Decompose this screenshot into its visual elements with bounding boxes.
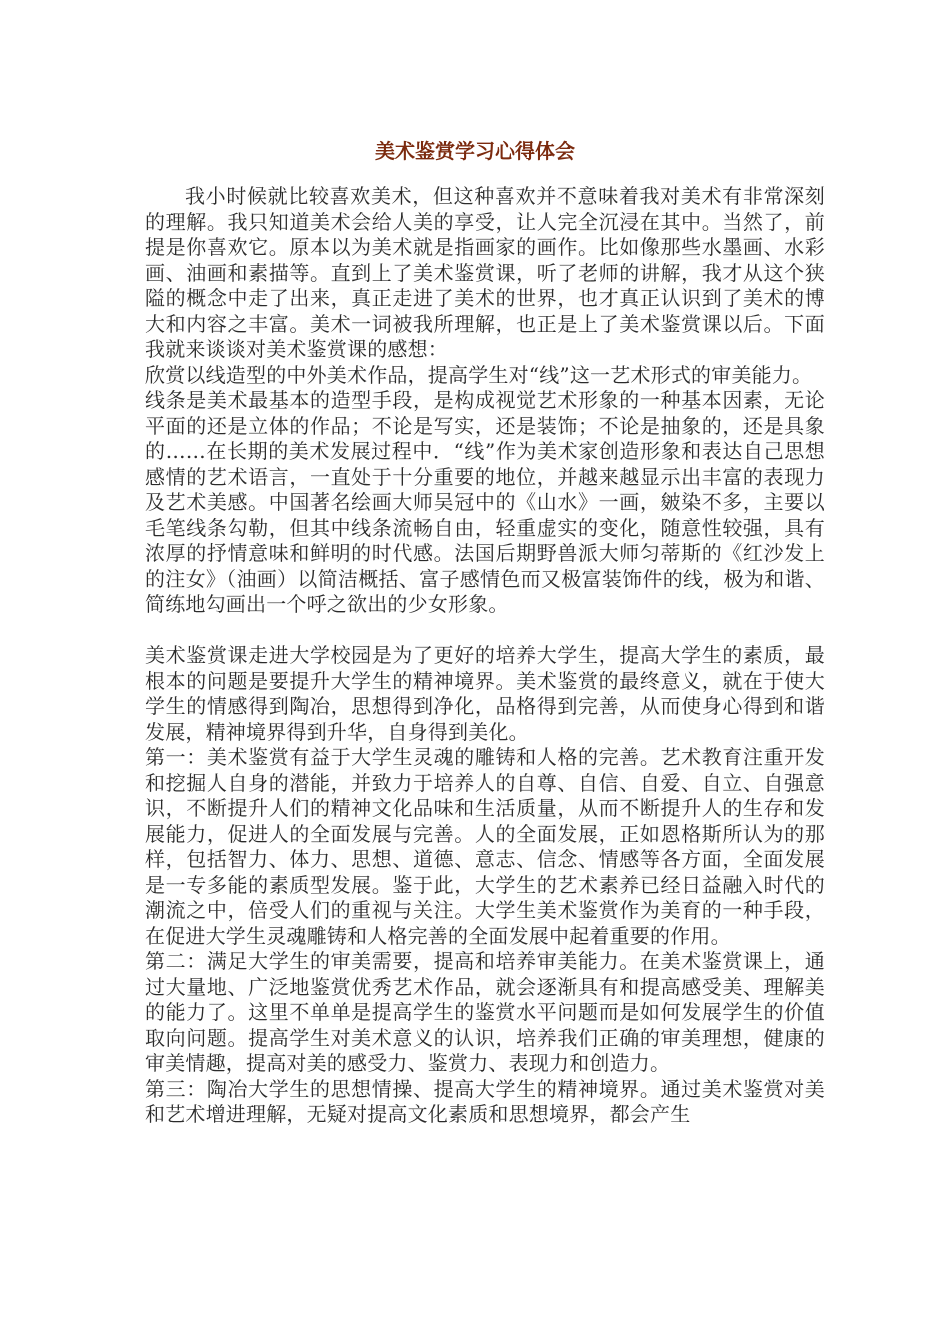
paragraph-course-purpose: 美术鉴赏课走进大学校园是为了更好的培养大学生，提高大学生的素质，最根本的问题是要提升大学生的精神境界。美术鉴赏的最终意义，就在于使大学生的情感得到陶冶，思想得到净化，品格得到完善，从而使身心得到和谐发展，精神境界得到升华，自身得到美化。 — [145, 643, 825, 744]
paragraph-point-three: 第三：陶冶大学生的思想情操、提高大学生的精神境界。通过美术鉴赏对美和艺术增进理解，无疑对提高文化素质和思想境界，都会产生 — [145, 1076, 825, 1126]
paragraph-point-two: 第二：满足大学生的审美需要，提高和培养审美能力。在美术鉴赏课上，通过大量地、广泛地鉴赏优秀艺术作品，就会逐渐具有和提高感受美、理解美的能力了。这里不单单是提高学生的鉴赏水平问题而是如何发展学生的价值取向问题。提高学生对美术意义的认识，培养我们正确的审美理想，健康的审美情趣，提高对美的感受力、鉴赏力、表现力和创造力。 — [145, 949, 825, 1075]
paragraph-point-one: 第一：美术鉴赏有益于大学生灵魂的雕铸和人格的完善。艺术教育注重开发和挖掘人自身的潜能，并致力于培养人的自尊、自信、自爱、自立、自强意识，不断提升人们的精神文化品味和生活质量，从而不断提升人的生存和发展能力，促进人的全面发展与完善。人的全面发展，正如恩格斯所认为的那样，包括智力、体力、思想、道德、意志、信念、情感等各方面，全面发展是一专多能的素质型发展。鉴于此，大学生的艺术素养已经日益融入时代的潮流之中，倍受人们的重视与关注。大学生美术鉴赏作为美育的一种手段，在促进大学生灵魂雕铸和人格完善的全面发展中起着重要的作用。 — [145, 745, 825, 948]
paragraph-spacer — [145, 618, 825, 644]
document-body — [145, 184, 825, 1128]
document-title: 美术鉴赏学习心得体会 — [375, 139, 575, 163]
paragraph-intro: 我小时候就比较喜欢美术，但这种喜欢并不意味着我对美术有非常深刻的理解。我只知道美术会给人美的享受，让人完全沉浸在其中。当然了，前提是你喜欢它。原本以为美术就是指画家的画作。比如像那些水墨画、水彩画、油画和素描等。直到上了美术鉴赏课，听了老师的讲解，我才从这个狭隘的概念中走了出来，真正走进了美术的世界，也才真正认识到了美术的博大和内容之丰富。美术一词被我所理解，也正是上了美术鉴赏课以后。下面我就来谈谈对美术鉴赏课的感想： — [145, 184, 825, 361]
paragraph-line-appreciation: 欣赏以线造型的中外美术作品，提高学生对“线”这一艺术形式的审美能力。 — [145, 362, 813, 387]
paragraph-line-art: 线条是美术最基本的造型手段，是构成视觉艺术形象的一种基本因素，无论平面的还是立体的作品；不论是写实，还是装饰；不论是抽象的，还是具象的……在长期的美术发展过程中．“线”作为美术家创造形象和表达自己思想感情的艺术语言，一直处于十分重要的地位，并越来越显示出丰富的表现力及艺术美感。中国著名绘画大师吴冠中的《山水》一画，皴染不多，主要以毛笔线条勾勒，但其中线条流畅自由，轻重虚实的变化，随意性较强，具有浓厚的抒情意味和鲜明的时代感。法国后期野兽派大师匀蒂斯的《红沙发上的注女》（油画）以简洁概括、富子感情色而又极富装饰件的线，极为和谐、简练地勾画出一个呼之欲出的少女形象。 — [145, 388, 825, 616]
